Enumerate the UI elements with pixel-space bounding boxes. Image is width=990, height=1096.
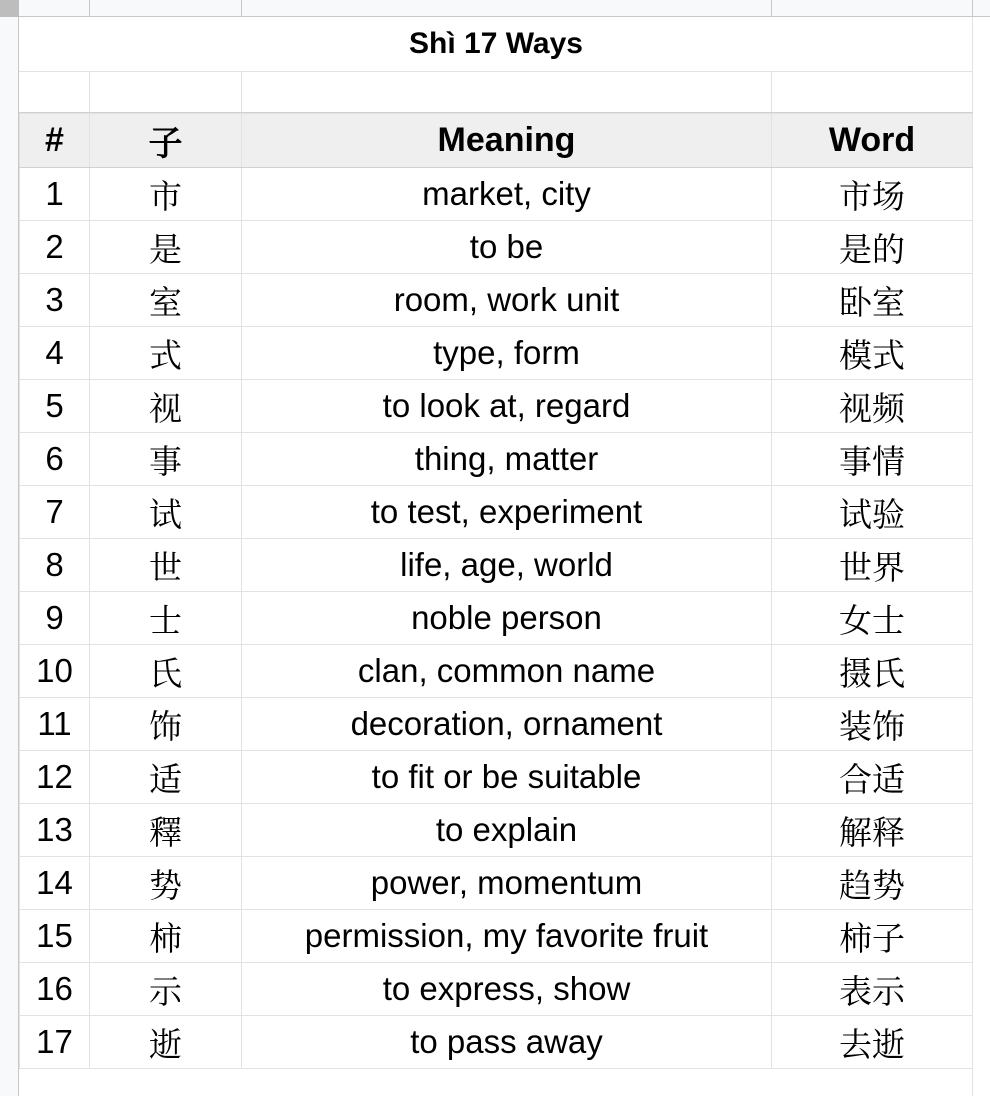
cell-char[interactable]: 室	[90, 274, 242, 327]
cell-word[interactable]: 世界	[772, 539, 973, 592]
cell-meaning[interactable]: to explain	[242, 804, 772, 857]
cell-char[interactable]: 式	[90, 327, 242, 380]
cell-word[interactable]: 模式	[772, 327, 973, 380]
table-row	[20, 645, 973, 698]
cell-num[interactable]: 10	[20, 645, 90, 698]
cell-char[interactable]: 逝	[90, 1016, 242, 1069]
column-header-bar[interactable]	[0, 0, 990, 17]
cell-meaning[interactable]: to pass away	[242, 1016, 772, 1069]
cell-char[interactable]: 势	[90, 857, 242, 910]
row-header-bar[interactable]	[0, 0, 19, 1096]
table-row	[20, 804, 973, 857]
cell-word[interactable]: 趋势	[772, 857, 973, 910]
cell-num[interactable]: 3	[20, 274, 90, 327]
table-row	[20, 592, 973, 645]
cell-num[interactable]: 11	[20, 698, 90, 751]
table-row	[20, 910, 973, 963]
table-row	[20, 963, 973, 1016]
table-row	[20, 486, 973, 539]
cell-num[interactable]: 13	[20, 804, 90, 857]
select-all-corner[interactable]	[0, 0, 19, 17]
cell-meaning[interactable]: to test, experiment	[242, 486, 772, 539]
table-row	[20, 221, 973, 274]
table-row	[20, 168, 973, 221]
table-row	[20, 380, 973, 433]
table-row	[20, 857, 973, 910]
cell-char[interactable]: 是	[90, 221, 242, 274]
cell-meaning[interactable]: market, city	[242, 168, 772, 221]
cell-char[interactable]: 适	[90, 751, 242, 804]
cell-word[interactable]: 女士	[772, 592, 973, 645]
cell-meaning[interactable]: decoration, ornament	[242, 698, 772, 751]
cell-num[interactable]: 2	[20, 221, 90, 274]
cell-num[interactable]: 12	[20, 751, 90, 804]
data-table	[19, 113, 973, 1069]
cell-meaning[interactable]: to look at, regard	[242, 380, 772, 433]
cell-char[interactable]: 试	[90, 486, 242, 539]
cell-num[interactable]: 7	[20, 486, 90, 539]
cell-char[interactable]: 饰	[90, 698, 242, 751]
cell-word[interactable]: 卧室	[772, 274, 973, 327]
header-cell-num[interactable]: #	[20, 114, 90, 168]
cell-num[interactable]: 16	[20, 963, 90, 1016]
cell-num[interactable]: 5	[20, 380, 90, 433]
header-cell-char[interactable]: 子	[90, 114, 242, 168]
cell-num[interactable]: 14	[20, 857, 90, 910]
cell-meaning[interactable]: room, work unit	[242, 274, 772, 327]
cell-word[interactable]: 表示	[772, 963, 973, 1016]
cell-word[interactable]: 摄氏	[772, 645, 973, 698]
cell-num[interactable]: 6	[20, 433, 90, 486]
sheet-title-cell[interactable]	[19, 17, 973, 72]
table-row	[20, 1016, 973, 1069]
header-cell-word[interactable]: Word	[772, 114, 973, 168]
header-cell-meaning[interactable]: Meaning	[242, 114, 772, 168]
cell-word[interactable]: 装饰	[772, 698, 973, 751]
cell-char[interactable]: 视	[90, 380, 242, 433]
cell-word[interactable]: 去逝	[772, 1016, 973, 1069]
cell-meaning[interactable]: thing, matter	[242, 433, 772, 486]
cell-word[interactable]: 合适	[772, 751, 973, 804]
table-row	[20, 433, 973, 486]
blank-row[interactable]	[19, 72, 973, 113]
table-row	[20, 274, 973, 327]
cell-word[interactable]: 解释	[772, 804, 973, 857]
cell-meaning[interactable]: power, momentum	[242, 857, 772, 910]
sheet-title: Shì 17 Ways	[409, 27, 583, 60]
cell-num[interactable]: 17	[20, 1016, 90, 1069]
cell-meaning[interactable]: life, age, world	[242, 539, 772, 592]
cell-word[interactable]: 市场	[772, 168, 973, 221]
cell-meaning[interactable]: clan, common name	[242, 645, 772, 698]
table-row	[20, 698, 973, 751]
table-row	[20, 539, 973, 592]
cell-word[interactable]: 试验	[772, 486, 973, 539]
cell-char[interactable]: 世	[90, 539, 242, 592]
cell-word[interactable]: 柿子	[772, 910, 973, 963]
cell-word[interactable]: 事情	[772, 433, 973, 486]
cell-meaning[interactable]: permission, my favorite fruit	[242, 910, 772, 963]
cell-char[interactable]: 事	[90, 433, 242, 486]
cell-num[interactable]: 1	[20, 168, 90, 221]
cell-num[interactable]: 15	[20, 910, 90, 963]
cell-char[interactable]: 市	[90, 168, 242, 221]
cell-word[interactable]: 视频	[772, 380, 973, 433]
cell-word[interactable]: 是的	[772, 221, 973, 274]
cell-meaning[interactable]: type, form	[242, 327, 772, 380]
cell-num[interactable]: 9	[20, 592, 90, 645]
cell-meaning[interactable]: noble person	[242, 592, 772, 645]
cell-meaning[interactable]: to express, show	[242, 963, 772, 1016]
cell-char[interactable]: 柿	[90, 910, 242, 963]
cell-char[interactable]: 釋	[90, 804, 242, 857]
table-row	[20, 327, 973, 380]
cell-char[interactable]: 士	[90, 592, 242, 645]
cell-meaning[interactable]: to be	[242, 221, 772, 274]
cell-num[interactable]: 4	[20, 327, 90, 380]
cell-meaning[interactable]: to fit or be suitable	[242, 751, 772, 804]
cell-num[interactable]: 8	[20, 539, 90, 592]
header-row	[20, 114, 973, 168]
table-row	[20, 751, 973, 804]
cell-char[interactable]: 示	[90, 963, 242, 1016]
cell-char[interactable]: 氏	[90, 645, 242, 698]
